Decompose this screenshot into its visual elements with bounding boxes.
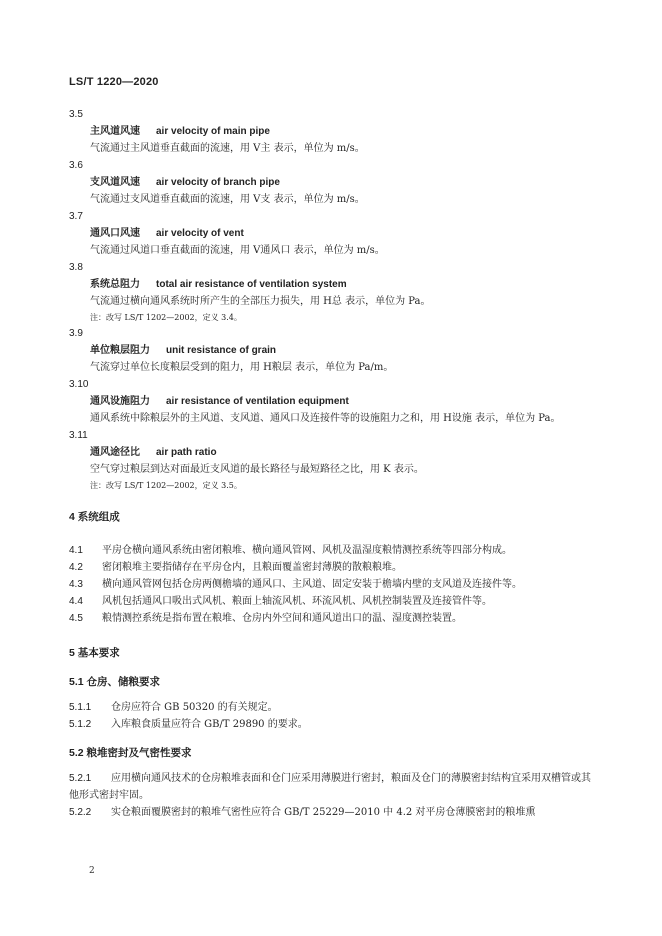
term-zh: 单位粮层阻力 [90,345,150,356]
term-heading [69,276,599,293]
clause-text: 密闭粮堆主要指储存在平房仓内，且粮面覆盖密封薄膜的散粮粮堆。 [102,562,402,573]
term-heading [69,342,599,359]
term-heading [69,174,599,191]
term-definition: 气流通过主风道垂直截面的流速，用 V主 表示，单位为 m/s。 [90,143,365,154]
clause-4-5 [69,610,599,627]
term-3-11 [69,427,599,493]
clause-text: 实仓粮面覆膜密封的粮堆气密性应符合 GB/T 25229—2010 中 4.2 对平房仓薄膜密封的粮堆熏 [111,807,536,818]
term-3-5 [69,106,599,157]
term-zh: 通风设施阻力 [90,396,150,407]
clause-number: 5.2.1 [69,773,92,784]
term-note: 注：改写 LS/T 1202—2002，定义 3.4。 [90,313,242,322]
term-zh: 系统总阻力 [90,279,140,290]
clause-5-1-1 [69,699,599,716]
term-en: air velocity of branch pipe [156,177,280,188]
term-heading [69,393,599,410]
term-zh: 通风途径比 [90,447,140,458]
term-definition: 气流穿过单位长度粮层受到的阻力，用 H粮层 表示，单位为 Pa/m。 [90,362,394,373]
document-body [69,106,599,821]
clause-4-1 [69,542,599,559]
subsection-heading: 5.2 粮堆密封及气密性要求 [69,747,192,759]
section-heading: 5 基本要求 [69,647,120,659]
clause-text: 粮情测控系统是指布置在粮堆、仓房内外空间和通风道出口的温、湿度测控装置。 [102,613,462,624]
term-en: air velocity of main pipe [156,126,270,137]
term-en: air path ratio [156,447,217,458]
clause-4-4 [69,593,599,610]
term-en: air resistance of ventilation equipment [166,396,349,407]
term-en: total air resistance of ventilation system [156,279,347,290]
term-number: 3.6 [69,160,83,171]
clause-text: 仓房应符合 GB 50320 的有关规定。 [111,702,278,713]
term-en: unit resistance of grain [166,345,277,356]
term-zh: 支风道风速 [90,177,140,188]
term-note: 注：改写 LS/T 1202—2002，定义 3.5。 [90,481,242,490]
clause-number: 4.3 [69,579,83,590]
term-definition: 气流通过支风道垂直截面的流速，用 V支 表示，单位为 m/s。 [90,194,365,205]
term-definition: 气流通过风道口垂直截面的流速，用 V通风口 表示，单位为 m/s。 [90,245,385,256]
subsection-heading: 5.1 仓房、储粮要求 [69,676,161,688]
clause-text: 应用横向通风技术的仓房粮堆表面和仓门应采用薄膜进行密封，粮面及仓门的薄膜密封结构宜采用双槽管或其他形式密封牢固。 [69,773,591,801]
term-heading [69,444,599,461]
term-number: 3.7 [69,211,83,222]
clause-text: 入库粮食质量应符合 GB/T 29890 的要求。 [111,719,308,730]
term-3-6 [69,157,599,208]
term-number: 3.8 [69,262,83,273]
clause-number: 4.4 [69,596,83,607]
clause-4-2 [69,559,599,576]
term-3-9 [69,325,599,376]
document-header: LS/T 1220—2020 [69,76,159,88]
clause-number: 4.5 [69,613,83,624]
term-number: 3.11 [69,430,88,441]
clause-number: 5.2.2 [69,807,92,818]
clause-text: 横向通风管网包括仓房两侧檐墙的通风口、主风道、固定安装于檐墙内壁的支风道及连接件等。 [102,579,522,590]
page-number: 2 [89,866,95,876]
clause-5-2-2 [69,804,599,821]
clause-4-3 [69,576,599,593]
term-en: air velocity of vent [156,228,244,239]
term-zh: 通风口风速 [90,228,140,239]
clause-number: 4.2 [69,562,83,573]
term-number: 3.9 [69,328,83,339]
clause-number: 5.1.2 [69,719,92,730]
clause-number: 5.1.1 [69,702,92,713]
term-3-10 [69,376,599,427]
term-heading [69,225,599,242]
clause-5-2-1 [69,770,599,804]
term-zh: 主风道风速 [90,126,140,137]
section-heading: 4 系统组成 [69,511,120,523]
term-3-7 [69,208,599,259]
term-definition: 空气穿过粮层到达对面最近支风道的最长路径与最短路径之比，用 K 表示。 [90,464,424,475]
term-definition: 气流通过横向通风系统时所产生的全部压力损失，用 H总 表示，单位为 Pa。 [90,296,431,307]
clause-text: 风机包括通风口吸出式风机、粮面上轴流风机、环流风机、风机控制装置及连接管件等。 [102,596,492,607]
clause-text: 平房仓横向通风系统由密闭粮堆、横向通风管网、风机及温湿度粮情测控系统等四部分构成。 [102,545,512,556]
term-3-8 [69,259,599,325]
term-heading [69,123,599,140]
clause-5-1-2 [69,716,599,733]
clause-number: 4.1 [69,545,83,556]
term-definition: 通风系统中除粮层外的主风道、支风道、通风口及连接件等的设施阻力之和，用 H设施 表示，单位为 Pa。 [90,413,561,424]
term-number: 3.10 [69,379,89,390]
term-number: 3.5 [69,109,83,120]
